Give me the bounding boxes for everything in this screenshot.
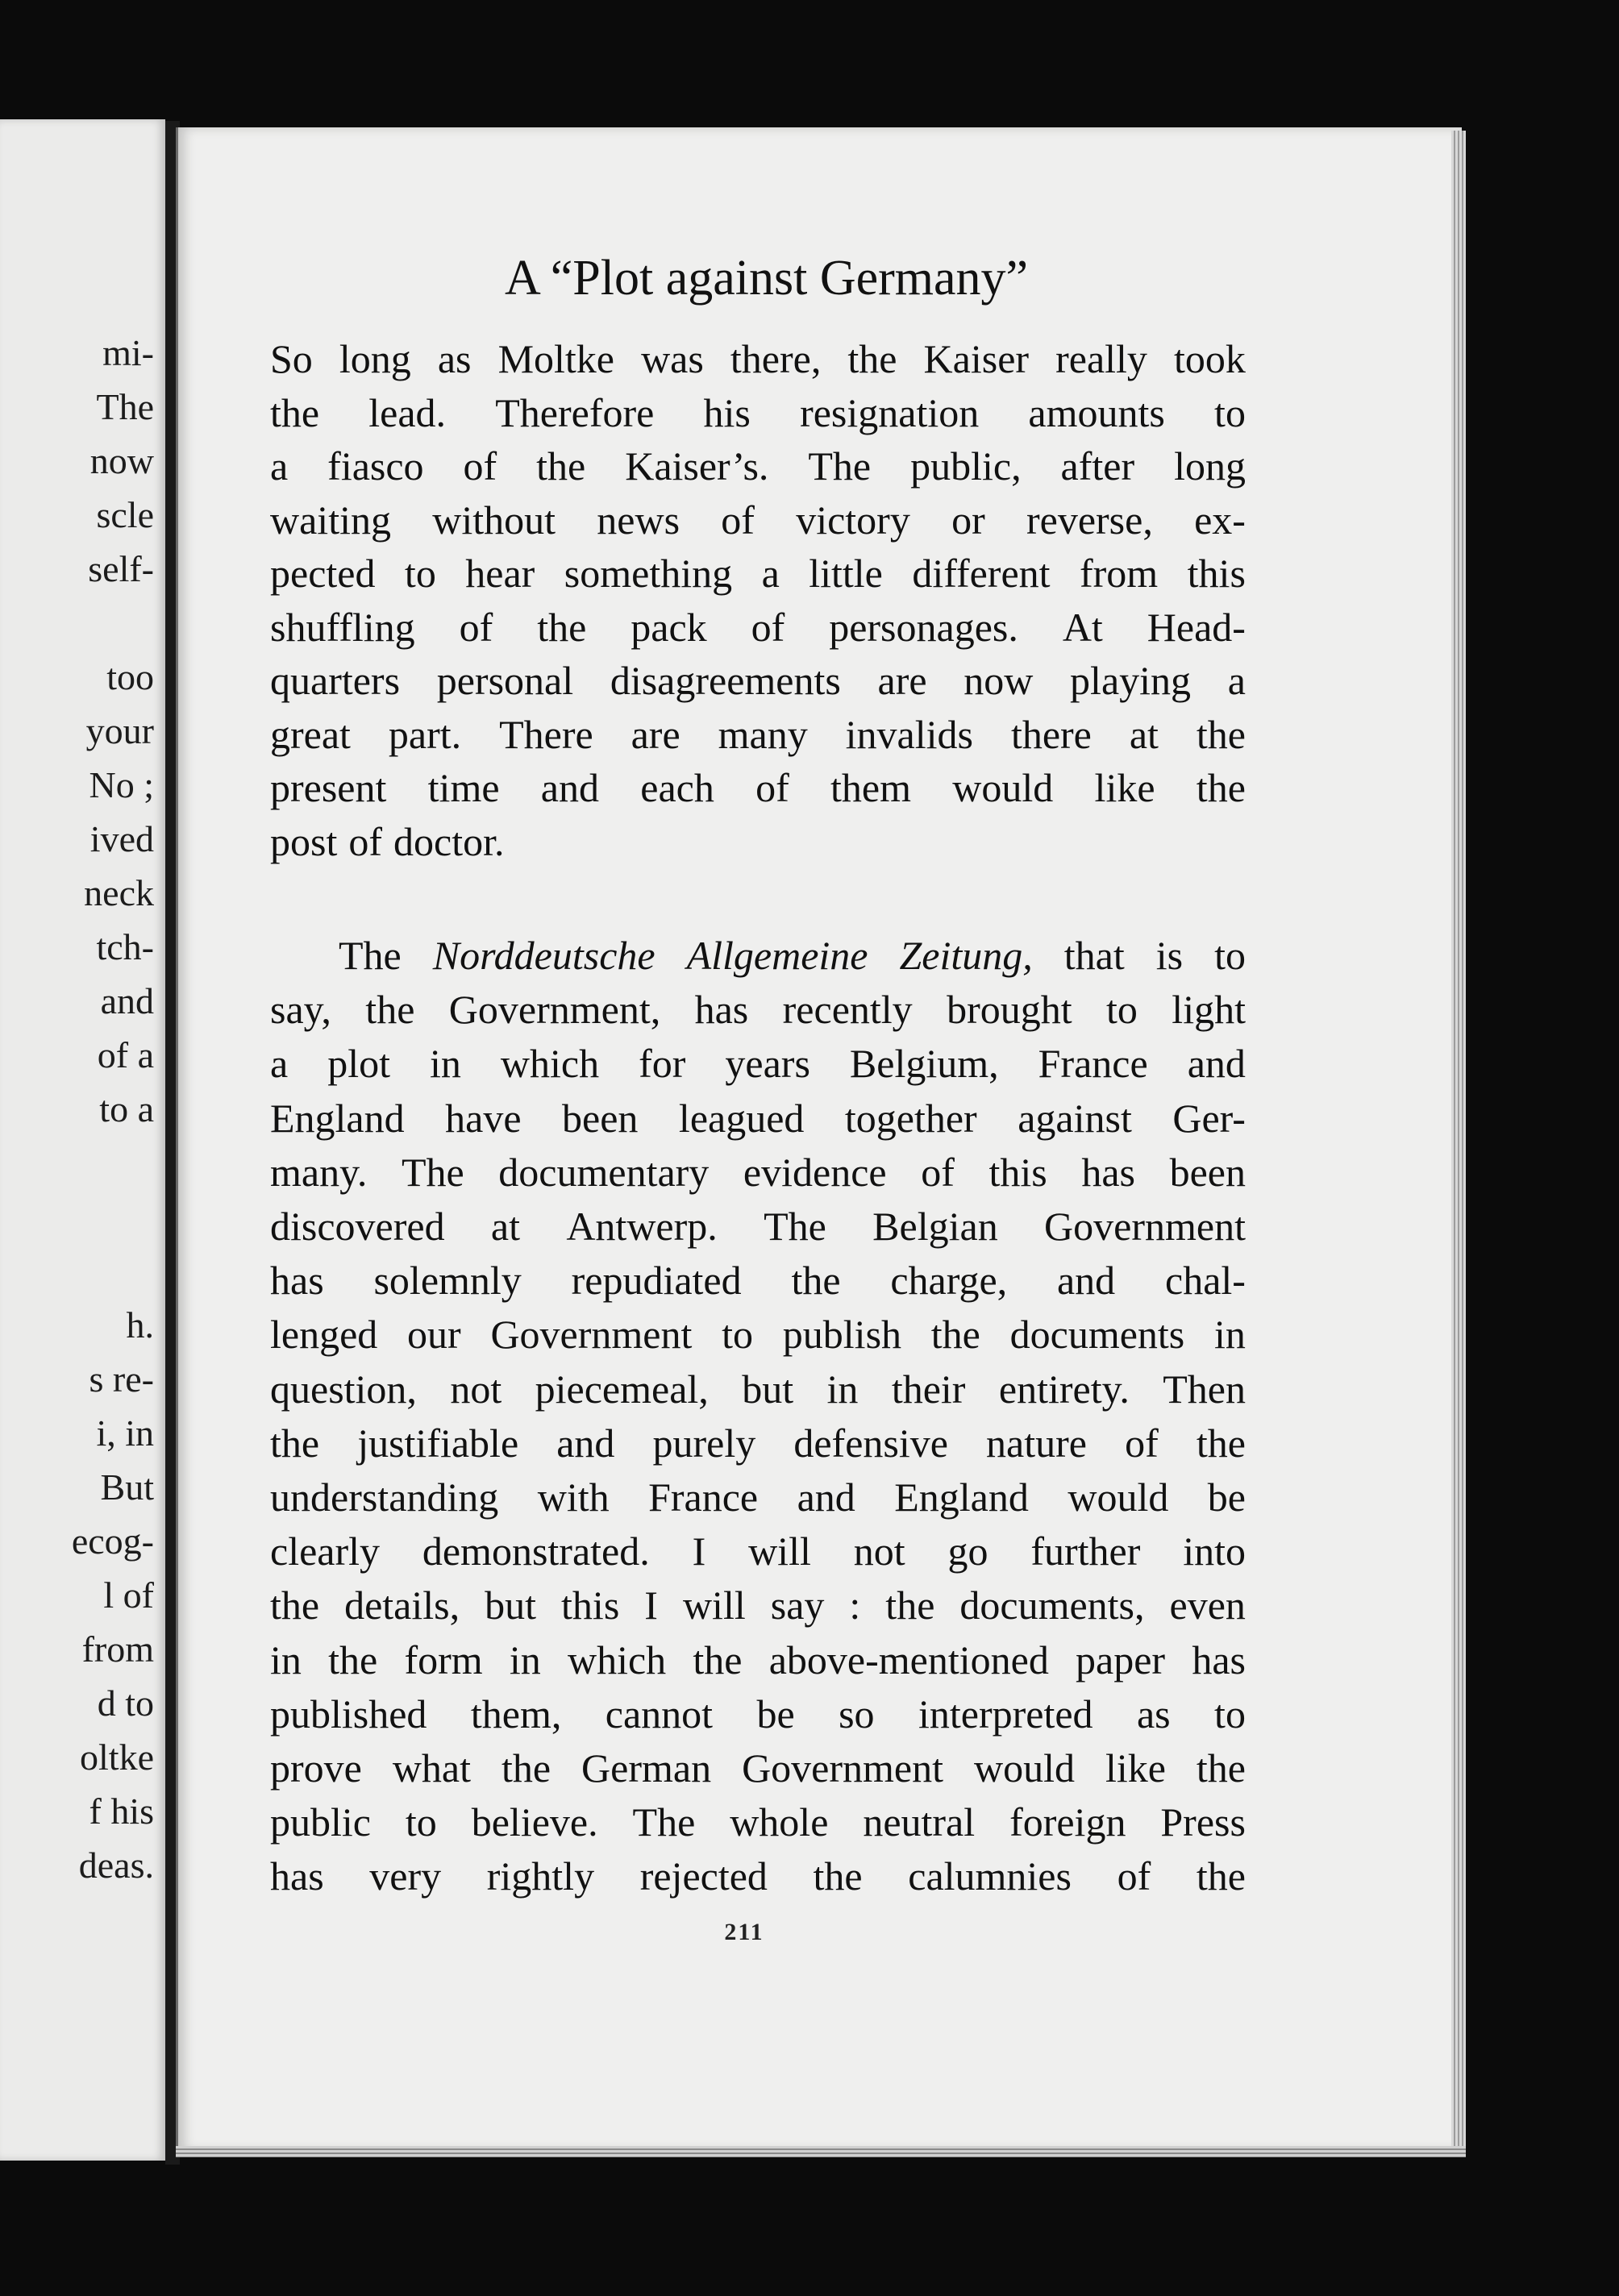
text-line: many. The documentary evidence of this has been [270,1150,1246,1195]
left-page-line: The [96,386,154,427]
text-line: prove what the German Government would like the [270,1745,1246,1791]
left-page-line: l of [103,1574,154,1616]
left-page [0,119,165,2161]
bottom-page-edges [176,2146,1466,2157]
text-line: question, not piecemeal, but in their entirety. Then [270,1366,1246,1412]
text-line: The Norddeutsche Allgemeine Zeitung, that is to [339,933,1246,978]
text-line: understanding with France and England would be [270,1475,1246,1520]
text-line: in the form in which the above-mentioned paper has [270,1637,1246,1682]
left-page-line: your [85,710,154,751]
text-line: a fiasco of the Kaiser’s. The public, after long [270,443,1246,489]
left-page-line: f his [89,1791,154,1832]
text-line: lenged our Government to publish the documents in [270,1312,1246,1357]
text-line: has very rightly rejected the calumnies of the [270,1853,1246,1899]
left-page-line: ecog- [71,1520,154,1562]
text-line: the details, but this I will say : the documents, even [270,1583,1246,1628]
text-line: has solemnly repudiated the charge, and chal- [270,1258,1246,1303]
text-line: great part. There are many invalids there at the [270,712,1246,757]
text-line: present time and each of them would like the [270,765,1246,810]
left-page-line: s re- [89,1358,154,1400]
newspaper-name: Norddeutsche [432,933,656,978]
text-line: a plot in which for years Belgium, France and [270,1041,1246,1086]
text-line: the justifiable and purely defensive nature of the [270,1420,1246,1466]
left-page-line: deas. [78,1845,154,1886]
left-page-line: h. [126,1304,154,1346]
left-page-line: from [81,1628,154,1670]
text-line: So long as Moltke was there, the Kaiser really took [270,336,1246,381]
left-page-line: i, in [96,1412,154,1454]
newspaper-name: Zeitung, [899,933,1033,978]
left-page-line: and [100,980,154,1021]
text-line: post of doctor. [270,819,505,864]
left-page-line: mi- [102,332,154,373]
text-line: clearly demonstrated. I will not go further into [270,1529,1246,1574]
left-page-line: of a [97,1034,154,1075]
page-number: 211 [724,1919,764,1945]
newspaper-name: Allgemeine [686,933,868,978]
text-line: published them, cannot be so interpreted as to [270,1691,1246,1737]
text-line: public to believe. The whole neutral foreign Press [270,1799,1246,1845]
text-line: quarters personal disagreements are now playing a [270,658,1246,703]
left-page-line: ived [89,818,154,859]
text-line: say, the Government, has recently brought to light [270,987,1246,1032]
left-page-line: But [100,1466,154,1508]
text-line: England have been leagued together against Ger- [270,1096,1246,1141]
left-page-line: now [89,440,154,481]
left-page-line: tch- [96,926,154,967]
page-title: A “Plot against Germany” [504,251,1029,306]
left-page-line: scle [96,494,154,535]
left-page-line: d to [97,1682,154,1724]
left-page-line: self- [88,548,154,589]
left-page-line: to a [99,1088,154,1129]
left-page-line: neck [84,872,154,913]
text-line: discovered at Antwerp. The Belgian Government [270,1204,1246,1249]
text-line: waiting without news of victory or reverse, ex- [270,497,1246,543]
text-line: pected to hear something a little different from this [270,551,1246,596]
page-edges [1451,131,1466,2150]
left-page-line: No ; [89,764,154,805]
left-page-line: oltke [80,1737,154,1778]
left-page-line: too [106,656,154,697]
text-line: the lead. Therefore his resignation amounts to [270,390,1246,435]
text-line: shuffling of the pack of personages. At Head- [270,605,1246,650]
